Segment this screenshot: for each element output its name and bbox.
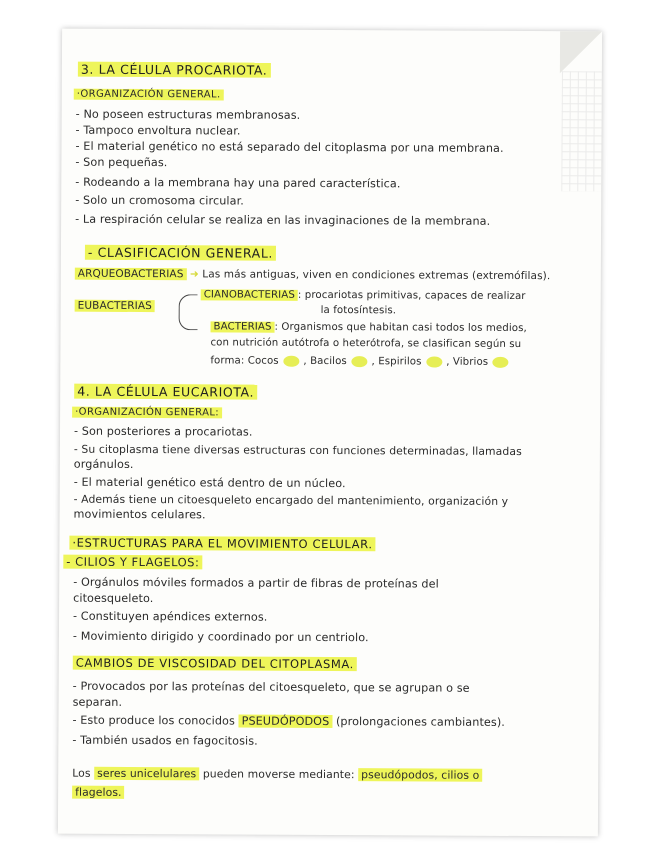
bacterias-label: BACTERIAS: [211, 321, 275, 332]
section4-org-item: - Son posteriores a procariotas.: [73, 424, 253, 439]
arqueobacterias-label: ARQUEOBACTERIAS: [75, 268, 187, 281]
cianobacterias-label: CIANOBACTERIAS: [201, 289, 298, 301]
cianobacterias-text-2: la fotosíntesis.: [320, 304, 397, 317]
cilios-item: citoesqueleto.: [73, 591, 154, 606]
viscosidad-item-pseudopodos: [72, 713, 598, 731]
arrow-icon: ➜: [189, 268, 199, 281]
cilios-item: - Constituyen apéndices externos.: [73, 609, 268, 624]
section4-org-item: orgánulos.: [73, 457, 134, 471]
cianobacterias-row: [201, 287, 601, 304]
vibrios-label: , Vibrios: [446, 356, 489, 368]
viscosidad-item: separan.: [72, 695, 123, 709]
section3-org-item: - Solo un cromosoma circular.: [75, 193, 244, 208]
section4-title: 4. LA CÉLULA EUCARIOTA.: [74, 384, 600, 402]
final-text: pueden moverse mediante:: [202, 767, 355, 782]
bacterias-text: : Organismos que habitan casi todos los medios,: [274, 321, 527, 335]
viscosidad-item: - Provocados por las proteínas del citoesqueleto, que se agrupan o se: [72, 679, 470, 695]
final-highlight: pseudópodos, cilios o: [358, 768, 482, 782]
cilios-item: - Orgánulos móviles formados a partir de fibras de proteínas del: [73, 575, 439, 591]
bacterias-row: [211, 319, 601, 336]
viscosidad-item: - También usados en fagocitosis.: [72, 733, 258, 748]
vibrios-icon: [493, 356, 509, 367]
section3-org-item: - No poseen estructuras membranosas.: [75, 107, 301, 122]
section3-org-item: - Tampoco envoltura nuclear.: [75, 123, 241, 138]
arqueobacterias-row: [75, 267, 601, 285]
bacterias-text-2: con nutrición autótrofa o heterótrofa, se clasifican según su: [210, 337, 522, 351]
section3-org-item: - Rodeando a la membrana hay una pared característica.: [75, 175, 401, 191]
notebook-page: [58, 29, 602, 837]
cianobacterias-text: : procariotas primitivas, capaces de realizar: [297, 289, 526, 303]
viscosidad-text: - Esto produce los conocidos: [72, 713, 235, 728]
cocos-icon: [283, 355, 299, 366]
section3-title: 3. LA CÉLULA PROCARIOTA.: [78, 62, 602, 80]
arqueobacterias-text: Las más antiguas, viven en condiciones extremas (extremófilas).: [202, 268, 551, 283]
flagelos-highlight: flagelos.: [72, 786, 125, 799]
espirilos-icon: [426, 356, 442, 367]
seres-unicelulares-highlight: seres unicelulares: [94, 767, 199, 781]
cilios-item: - Movimiento dirigido y coordinado por un centriolo.: [72, 629, 369, 645]
viscosidad-heading: CAMBIOS DE VISCOSIDAD DEL CITOPLASMA.: [73, 656, 599, 674]
section4-org-item: movimientos celulares.: [73, 507, 206, 522]
section4-org-item: - El material genético está dentro de un núcleo.: [73, 475, 346, 491]
brace-icon: [179, 294, 198, 330]
section3-org-item: - El material genético no está separado del citoplasma por una membrana.: [75, 139, 504, 155]
final-sentence-end: [72, 785, 598, 803]
bacilos-label: , Bacilos: [303, 355, 347, 368]
movimiento-heading: ·ESTRUCTURAS PARA EL MOVIMIENTO CELULAR.: [69, 536, 599, 554]
section3-org-item: - Son pequeñas.: [75, 155, 168, 170]
section4-org-item: - Su citoplasma tiene diversas estructuras con funciones determinadas, llamadas: [73, 442, 522, 459]
section4-org-item: - Además tiene un citoesqueleto encargado del mantenimiento, organización y: [73, 492, 509, 508]
pseudopodos-highlight: PSEUDÓPODOS: [239, 715, 333, 728]
viscosidad-text: (prolongaciones cambiantes).: [335, 715, 506, 729]
bacterias-forma-row: [210, 353, 600, 370]
final-sentence: [72, 766, 598, 784]
eubacterias-label: EUBACTERIAS: [75, 300, 155, 312]
section3-org-heading: ·ORGANIZACIÓN GENERAL.: [74, 87, 602, 105]
espirilos-label: , Espirilos: [371, 356, 422, 368]
forma-label: forma: Cocos: [210, 355, 279, 367]
section4-org-heading: ·ORGANIZACIÓN GENERAL:: [72, 405, 600, 423]
final-text: Los: [72, 766, 91, 780]
section3-clas-heading: - CLASIFICACIÓN GENERAL.: [85, 245, 601, 263]
cilios-heading: - CILIOS Y FLAGELOS:: [63, 555, 599, 573]
bacilos-icon: [351, 356, 367, 367]
section3-org-item: - La respiración celular se realiza en las invaginaciones de la membrana.: [75, 212, 491, 228]
